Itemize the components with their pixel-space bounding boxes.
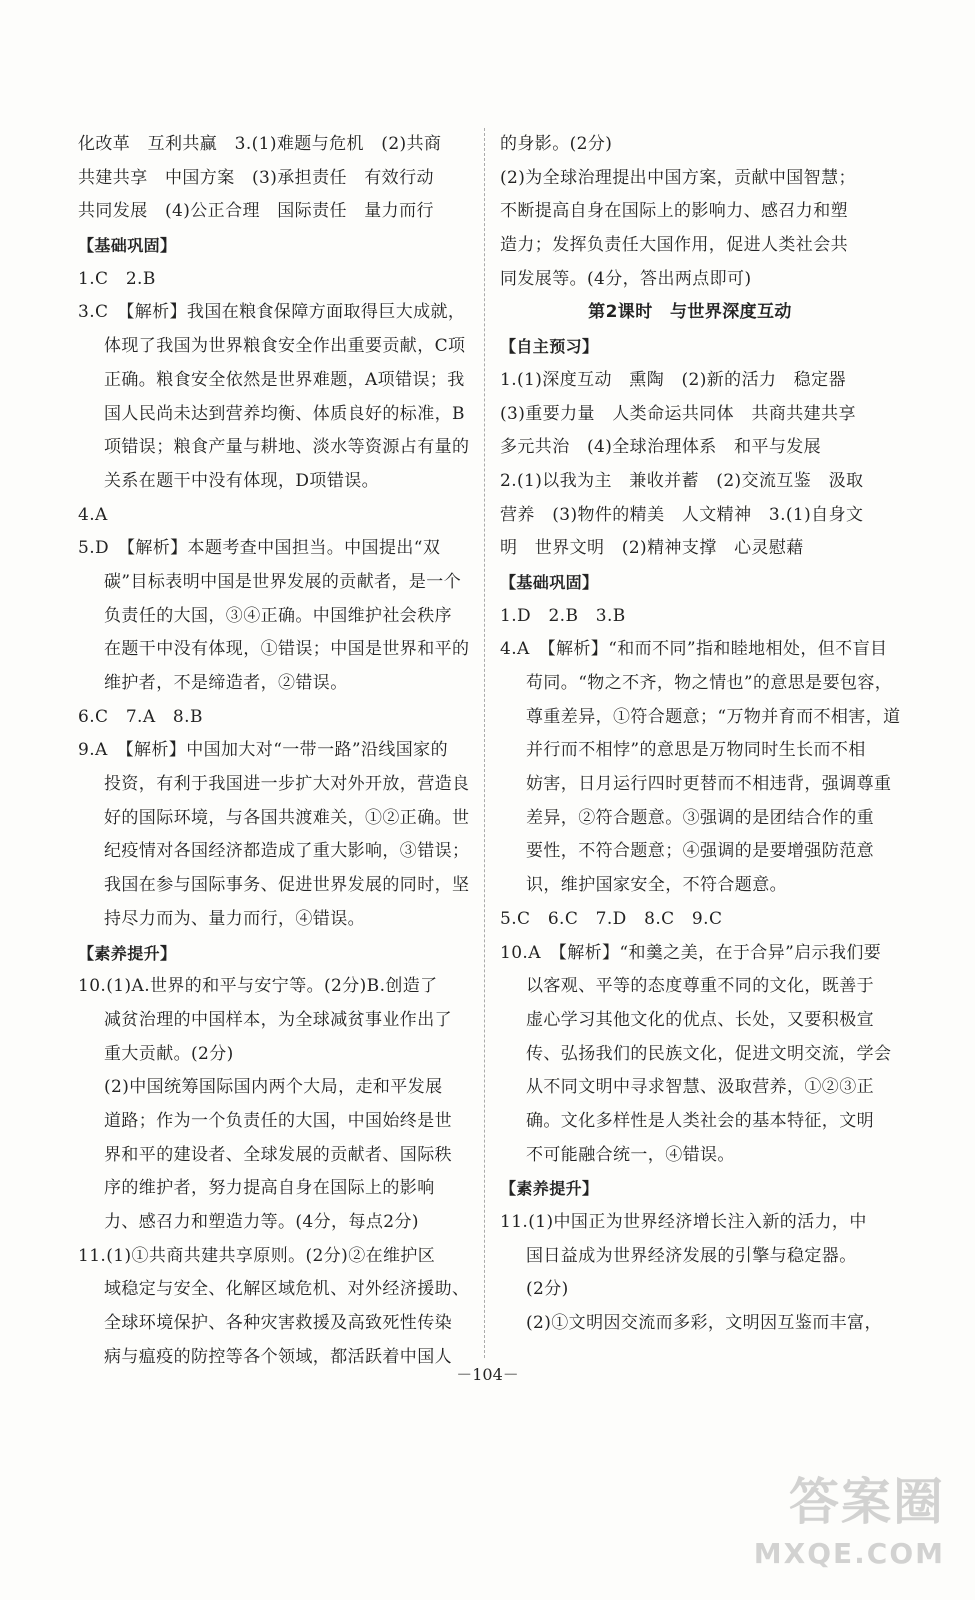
section-heading: 【素养提升】 bbox=[500, 1179, 599, 1199]
answer-line: 4.A 【解析】“和而不同”指和睦地相处，但不盲目 bbox=[500, 639, 888, 660]
page-number: －104－ bbox=[456, 1365, 519, 1384]
answer-line: 不可能融合统一，④错误。 bbox=[526, 1144, 735, 1165]
answer-line: 10.A 【解析】“和羹之美，在于合异”启示我们要 bbox=[500, 942, 882, 963]
section-heading: 【基础巩固】 bbox=[78, 236, 177, 256]
section-heading: 【素养提升】 bbox=[78, 943, 177, 963]
answer-line: 的身影。(2分) bbox=[500, 134, 613, 154]
answer-line: 识，维护国家安全，不符合题意。 bbox=[526, 875, 787, 896]
column-divider bbox=[484, 128, 485, 1358]
answer-line: 虚心学习其他文化的优点、长处，又要积极宣 bbox=[526, 1009, 874, 1030]
answer-line: 病与瘟疫的防控等各个领域，都活跃着中国人 bbox=[104, 1346, 452, 1367]
watermark-url: MXQE.COM bbox=[753, 1537, 945, 1570]
answer-line: 碳”目标表明中国是世界发展的贡献者，是一个 bbox=[104, 571, 462, 592]
answer-line: 11.(1)中国正为世界经济增长注入新的活力，中 bbox=[500, 1212, 867, 1232]
answer-line: 妨害，日月运行四时更替而不相违背，强调尊重 bbox=[526, 774, 892, 795]
answer-line: 6.C 7.A 8.B bbox=[78, 706, 203, 727]
section-heading: 【自主预习】 bbox=[500, 337, 599, 357]
right-column bbox=[500, 128, 901, 1341]
answer-line: 10.(1)A.世界的和平与安宁等。(2分)B.创造了 bbox=[78, 976, 438, 997]
answer-line: 明 世界文明 (2)精神支撑 心灵慰藉 bbox=[500, 538, 804, 559]
answer-line: 1.D 2.B 3.B bbox=[500, 605, 626, 626]
answer-line: 减贫治理的中国样本，为全球减贫事业作出了 bbox=[104, 1009, 452, 1030]
answer-line: (2分) bbox=[526, 1279, 569, 1300]
answer-line: 持尽力而为、量力而行，④错误。 bbox=[104, 908, 365, 929]
answer-line: 好的国际环境，与各国共渡难关，①②正确。世 bbox=[104, 807, 470, 828]
answer-line: 传、弘扬我们的民族文化，促进文明交流，学会 bbox=[526, 1043, 892, 1064]
answer-line: 尊重差异，①符合题意；“万物并育而不相害，道 bbox=[526, 706, 901, 727]
answer-line: 确。文化多样性是人类社会的基本特征，文明 bbox=[526, 1110, 874, 1131]
answer-line: 以客观、平等的态度尊重不同的文化，既善于 bbox=[526, 976, 874, 997]
answer-line: 11.(1)①共商共建共享原则。(2分)②在维护区 bbox=[78, 1245, 436, 1266]
answer-line: 负责任的大国，③④正确。中国维护社会秩序 bbox=[104, 605, 452, 626]
answer-line: 力、感召力和塑造力等。(4分，每点2分) bbox=[104, 1212, 419, 1232]
answer-line: 1.(1)深度互动 熏陶 (2)新的活力 稳定器 bbox=[500, 369, 846, 390]
answer-line: 5.D 【解析】本题考查中国担当。中国提出“双 bbox=[78, 538, 441, 559]
answer-line: 我国在参与国际事务、促进世界发展的同时，坚 bbox=[104, 875, 470, 896]
answer-line: 不断提高自身在国际上的影响力、感召力和塑 bbox=[500, 201, 848, 222]
answer-line: 要性，不符合题意；④强调的是要增强防范意 bbox=[526, 841, 874, 862]
answer-line: 差异，②符合题意。③强调的是团结合作的重 bbox=[526, 807, 874, 828]
answer-line: (2)①文明因交流而多彩，文明因互鉴而丰富， bbox=[526, 1313, 882, 1334]
answer-line: 国日益成为世界经济发展的引擎与稳定器。 bbox=[526, 1245, 857, 1266]
answer-line: (2)中国统筹国际国内两个大局，走和平发展 bbox=[104, 1077, 443, 1098]
answer-line: (3)重要力量 人类命运共同体 共商共建共享 bbox=[500, 403, 856, 424]
section-heading: 【基础巩固】 bbox=[500, 572, 599, 592]
answer-line: 序的维护者，努力提高自身在国际上的影响 bbox=[104, 1178, 435, 1199]
answer-line: 道路；作为一个负责任的大国，中国始终是世 bbox=[104, 1110, 452, 1131]
answer-line: 同发展等。(4分，答出两点即可) bbox=[500, 268, 752, 289]
answer-line: 营养 (3)物件的精美 人文精神 3.(1)自身文 bbox=[500, 504, 864, 525]
answer-line: (2)为全球治理提出中国方案，贡献中国智慧； bbox=[500, 167, 856, 188]
lesson-title: 第2课时 与世界深度互动 bbox=[588, 302, 792, 323]
answer-line: 纪疫情对各国经济都造成了重大影响，③错误； bbox=[104, 841, 470, 862]
answer-line: 在题干中没有体现，①错误；中国是世界和平的 bbox=[104, 639, 470, 660]
answer-line: 关系在题干中没有体现，D项错误。 bbox=[104, 470, 380, 491]
answer-line: 域稳定与安全、化解区域危机、对外经济援助、 bbox=[104, 1279, 470, 1300]
answer-line: 正确。粮食安全依然是世界难题，A项错误；我 bbox=[104, 369, 465, 390]
left-column bbox=[78, 128, 470, 1374]
answer-line: 5.C 6.C 7.D 8.C 9.C bbox=[500, 908, 723, 929]
answer-line: 投资，有利于我国进一步扩大对外开放，营造良 bbox=[104, 774, 470, 795]
answer-line: 化改革 互利共赢 3.(1)难题与危机 (2)共商 bbox=[78, 134, 442, 154]
answer-line: 4.A bbox=[78, 504, 108, 525]
answer-line: 共同发展 (4)公正合理 国际责任 量力而行 bbox=[78, 201, 434, 222]
answer-line: 9.A 【解析】中国加大对“一带一路”沿线国家的 bbox=[78, 740, 448, 761]
answer-line: 造力；发挥负责任大国作用，促进人类社会共 bbox=[500, 235, 848, 256]
answer-line: 多元共治 (4)全球治理体系 和平与发展 bbox=[500, 437, 822, 458]
answer-line: 项错误；粮食产量与耕地、淡水等资源占有量的 bbox=[104, 437, 470, 458]
answer-line: 国人民尚未达到营养均衡、体质良好的标准，B bbox=[104, 403, 465, 424]
answer-line: 重大贡献。(2分) bbox=[104, 1043, 234, 1064]
watermark-logo bbox=[745, 1462, 945, 1572]
answer-line: 2.(1)以我为主 兼收并蓄 (2)交流互鉴 汲取 bbox=[500, 470, 864, 491]
answer-line: 体现了我国为世界粮食安全作出重要贡献，C项 bbox=[104, 336, 466, 357]
answer-line: 界和平的建设者、全球发展的贡献者、国际秩 bbox=[104, 1144, 452, 1165]
answer-line: 从不同文明中寻求智慧、汲取营养，①②③正 bbox=[526, 1077, 874, 1098]
answer-line: 1.C 2.B bbox=[78, 268, 156, 289]
answer-line: 共建共享 中国方案 (3)承担责任 有效行动 bbox=[78, 167, 434, 188]
answer-line: 全球环境保护、各种灾害救援及高致死性传染 bbox=[104, 1313, 452, 1334]
answer-line: 苟同。“物之不齐，物之情也”的意思是要包容， bbox=[526, 673, 893, 693]
watermark-text: 答案圈 bbox=[789, 1473, 945, 1531]
answer-line: 并行而不相悖”的意思是万物同时生长而不相 bbox=[526, 740, 866, 761]
answer-line: 3.C 【解析】我国在粮食保障方面取得巨大成就， bbox=[78, 302, 466, 323]
answer-line: 维护者，不是缔造者，②错误。 bbox=[104, 673, 348, 693]
